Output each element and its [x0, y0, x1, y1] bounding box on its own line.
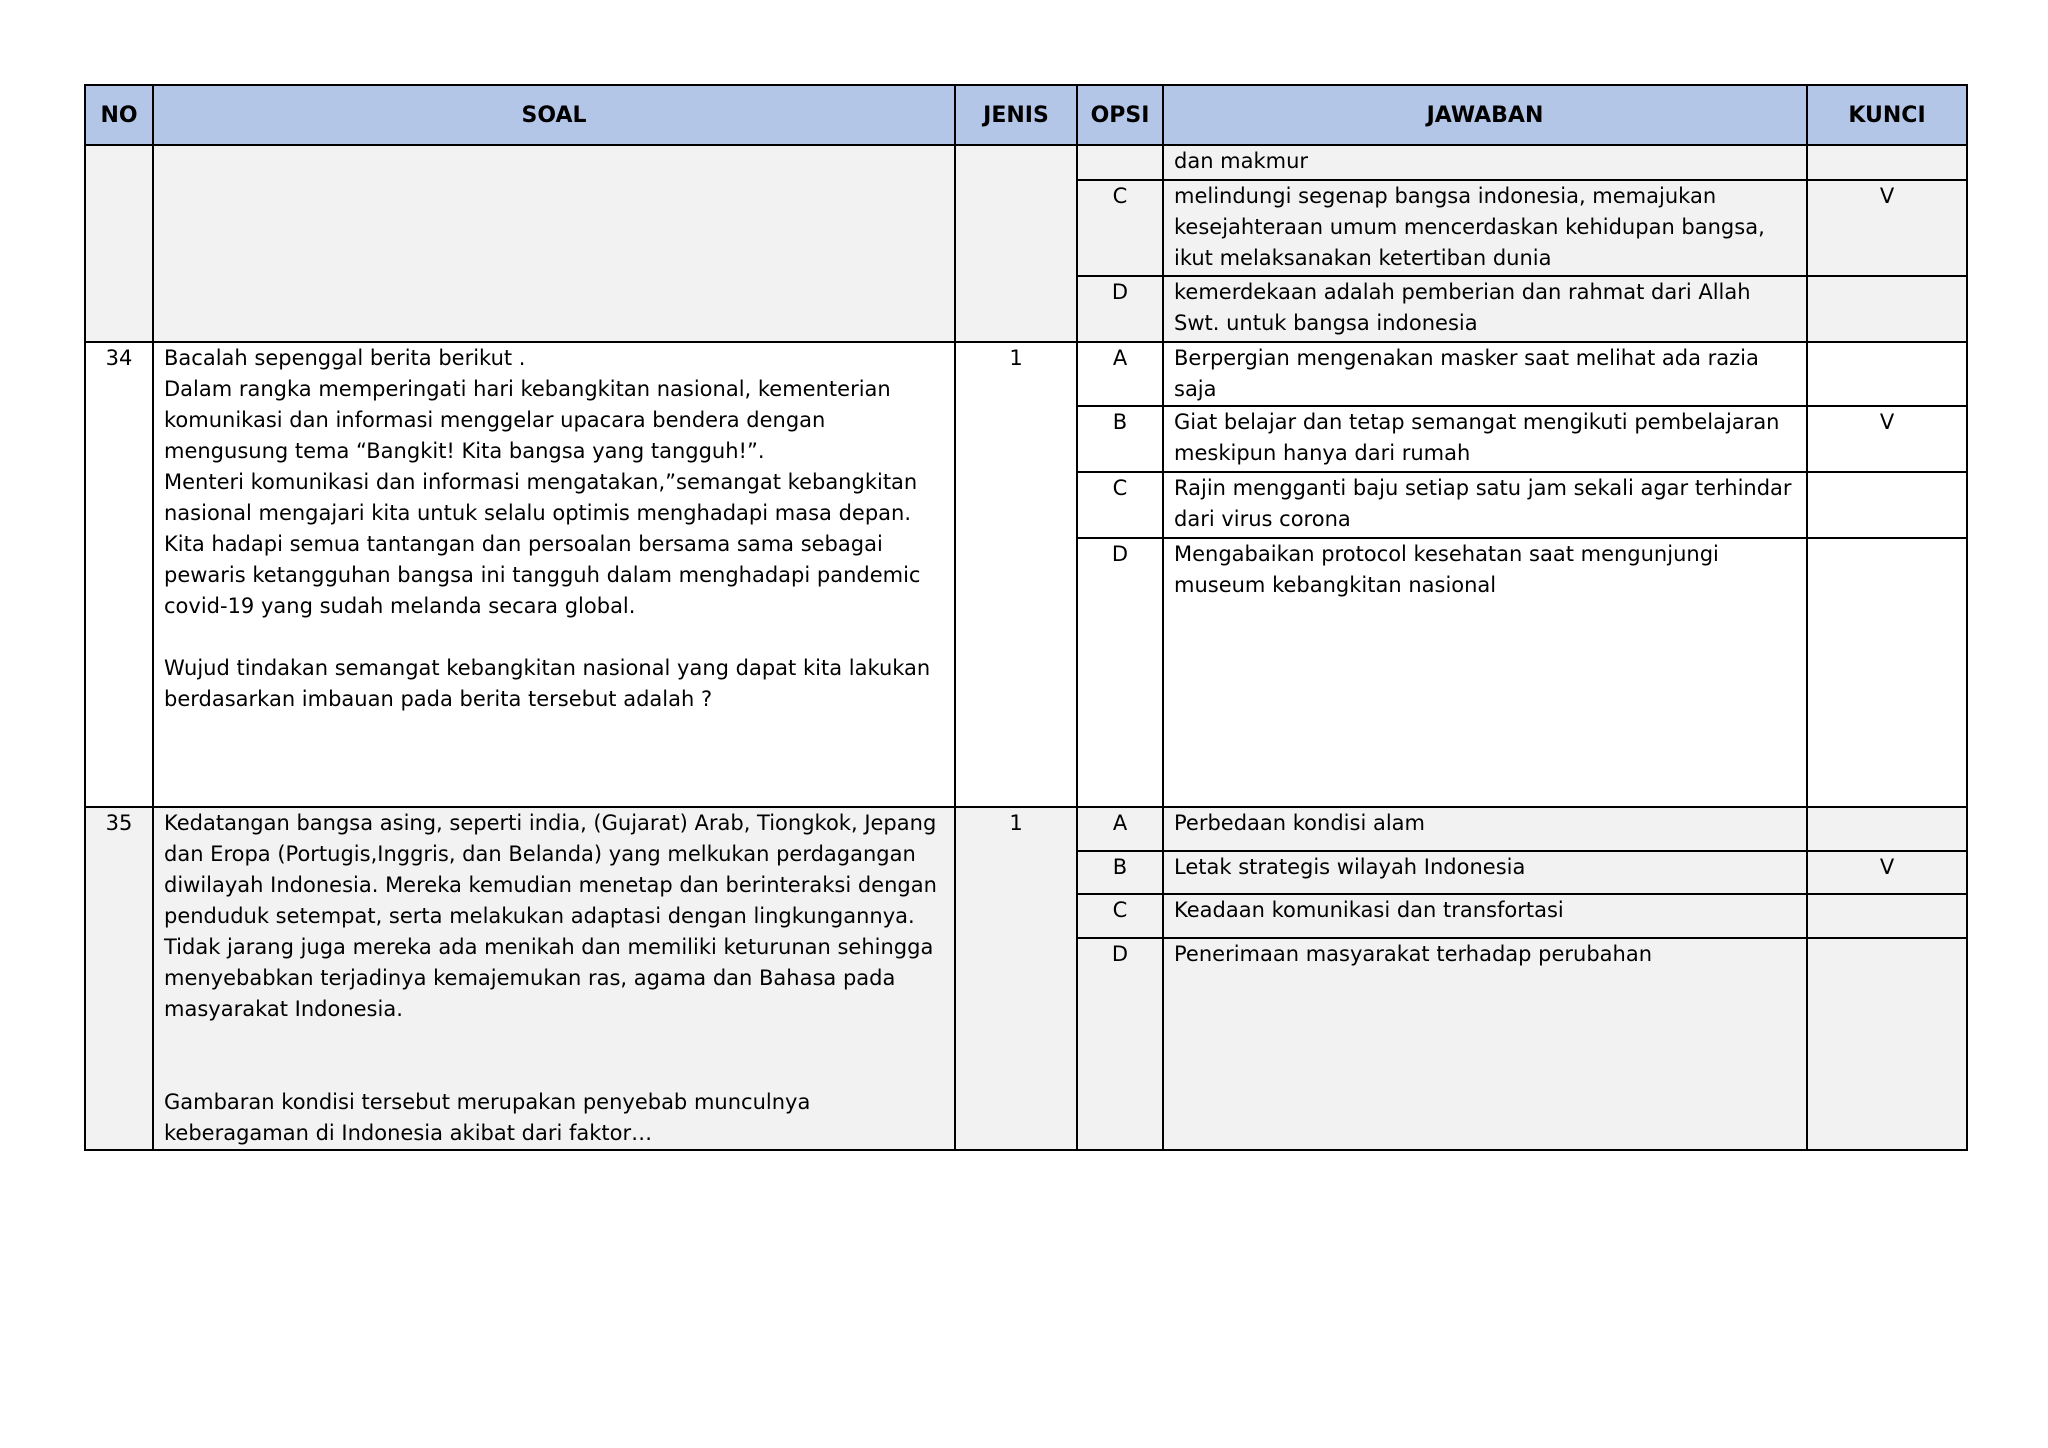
opsi-cell: [1077, 145, 1163, 180]
header-jenis: JENIS: [955, 85, 1077, 145]
jawaban-cell: Berpergian mengenakan masker saat melihat ada razia saja: [1163, 342, 1807, 406]
jawaban-cell: Perbedaan kondisi alam: [1163, 807, 1807, 851]
soal-cell: Bacalah sepenggal berita berikut . Dalam rangka memperingati hari kebangkitan nasional, kementerian komunikasi dan informasi menggelar upacara bendera dengan mengusung tema “Bangkit! Kita bangsa yang tangguh!”. Menteri komunikasi dan informasi mengatakan,”semangat kebangkitan nasional mengajari kita untuk selalu optimis menghadapi masa depan. Kita hadapi semua tantangan dan persoalan bersama sama sebagai pewaris ketangguhan bangsa ini tangguh dalam menghadapi pandemic covid-19 yang sudah melanda secara global. Wujud tindakan semangat kebangkitan nasional yang dapat kita lakukan berdasarkan imbauan pada berita tersebut adalah ?: [153, 342, 955, 807]
opsi-cell: D: [1077, 276, 1163, 342]
soal-cell: [153, 145, 955, 342]
opsi-cell: D: [1077, 538, 1163, 807]
jawaban-cell: Rajin mengganti baju setiap satu jam sekali agar terhindar dari virus corona: [1163, 472, 1807, 538]
opsi-cell: A: [1077, 807, 1163, 851]
soal-cell: Kedatangan bangsa asing, seperti india, (Gujarat) Arab, Tiongkok, Jepang dan Eropa (Portugis,Inggris, dan Belanda) yang melkukan perdagangan diwilayah Indonesia. Mereka kemudian menetap dan berinteraksi dengan penduduk setempat, serta melakukan adaptasi dengan lingkungannya. Tidak jarang juga mereka ada menikah dan memiliki keturunan sehingga menyebabkan terjadinya kemajemukan ras, agama dan Bahasa pada masyarakat Indonesia. Gambaran kondisi tersebut merupakan penyebab munculnya keberagaman di Indonesia akibat dari faktor…: [153, 807, 955, 1150]
kunci-cell: [1807, 472, 1967, 538]
kunci-cell: V: [1807, 851, 1967, 895]
no-cell: [85, 145, 153, 342]
opsi-cell: C: [1077, 180, 1163, 276]
kunci-cell: [1807, 894, 1967, 938]
opsi-cell: D: [1077, 938, 1163, 1150]
opsi-cell: A: [1077, 342, 1163, 406]
table-row: [85, 807, 1967, 851]
kunci-cell: [1807, 276, 1967, 342]
header-opsi: OPSI: [1077, 85, 1163, 145]
kunci-cell: [1807, 538, 1967, 807]
kunci-cell: [1807, 938, 1967, 1150]
header-kunci: KUNCI: [1807, 85, 1967, 145]
jawaban-cell: Keadaan komunikasi dan transfortasi: [1163, 894, 1807, 938]
jawaban-cell: melindungi segenap bangsa indonesia, memajukan kesejahteraan umum mencerdaskan kehidupan bangsa, ikut melaksanakan ketertiban dunia: [1163, 180, 1807, 276]
no-cell: 35: [85, 807, 153, 1150]
opsi-cell: C: [1077, 472, 1163, 538]
kunci-cell: [1807, 145, 1967, 180]
jawaban-cell: Mengabaikan protocol kesehatan saat mengunjungi museum kebangkitan nasional: [1163, 538, 1807, 807]
header-no: NO: [85, 85, 153, 145]
jawaban-cell: Penerimaan masyarakat terhadap perubahan: [1163, 938, 1807, 1150]
no-cell: 34: [85, 342, 153, 807]
jawaban-cell: kemerdekaan adalah pemberian dan rahmat dari Allah Swt. untuk bangsa indonesia: [1163, 276, 1807, 342]
jawaban-cell: dan makmur: [1163, 145, 1807, 180]
table-row: [85, 145, 1967, 180]
jawaban-cell: Giat belajar dan tetap semangat mengikuti pembelajaran meskipun hanya dari rumah: [1163, 406, 1807, 472]
jenis-cell: 1: [955, 807, 1077, 1150]
header-row: [85, 85, 1967, 145]
table-row: [85, 342, 1967, 406]
opsi-cell: B: [1077, 406, 1163, 472]
opsi-cell: C: [1077, 894, 1163, 938]
header-jawaban: JAWABAN: [1163, 85, 1807, 145]
header-soal: SOAL: [153, 85, 955, 145]
jawaban-cell: Letak strategis wilayah Indonesia: [1163, 851, 1807, 895]
jenis-cell: [955, 145, 1077, 342]
kunci-cell: [1807, 342, 1967, 406]
kunci-cell: V: [1807, 406, 1967, 472]
opsi-cell: B: [1077, 851, 1163, 895]
jenis-cell: 1: [955, 342, 1077, 807]
kunci-cell: [1807, 807, 1967, 851]
kunci-cell: V: [1807, 180, 1967, 276]
question-table: [84, 84, 1968, 1151]
